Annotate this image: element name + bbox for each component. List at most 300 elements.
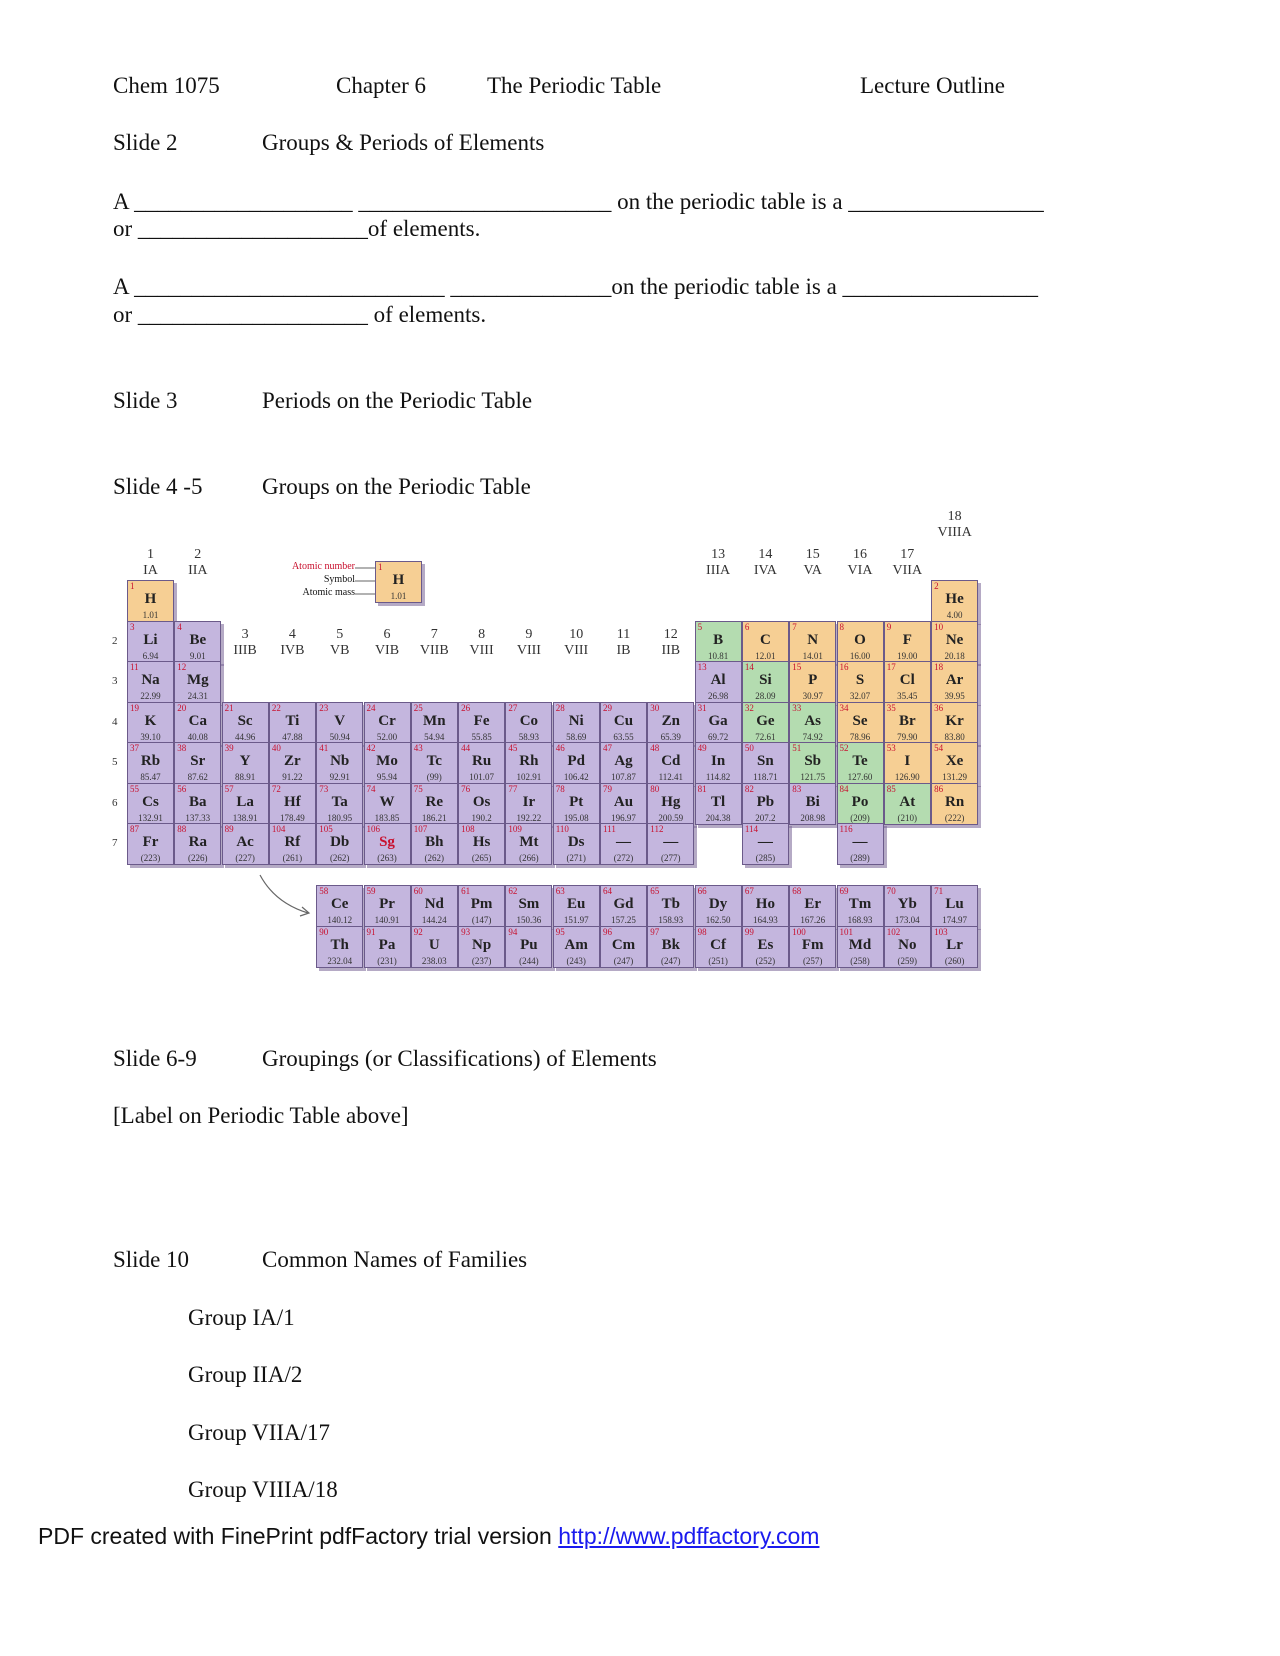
key-symbol: H xyxy=(392,572,405,588)
chapter-topic: The Periodic Table xyxy=(487,73,662,98)
element-atomic-mass: 186.21 xyxy=(421,812,447,823)
element-atomic-mass: 178.49 xyxy=(280,812,305,823)
element-atomic-number: 33 xyxy=(792,702,802,713)
group-roman: IB xyxy=(616,643,631,658)
element-atomic-number: 12 xyxy=(177,662,187,672)
element-atomic-number: 105 xyxy=(319,824,333,834)
element-atomic-number: 50 xyxy=(744,743,754,753)
element-cell-109 xyxy=(505,823,552,865)
element-atomic-mass: 144.24 xyxy=(421,915,447,925)
element-cell-106 xyxy=(364,823,411,865)
element-cell-12 xyxy=(174,661,221,703)
element-atomic-mass: 87.62 xyxy=(187,772,208,782)
element-cell-108 xyxy=(458,823,505,865)
element-atomic-number: 62 xyxy=(508,886,518,896)
element-symbol: Ac xyxy=(236,834,254,850)
element-atomic-mass: 180.95 xyxy=(327,812,353,823)
element-cell-107 xyxy=(411,823,458,865)
element-cell-20 xyxy=(174,702,221,744)
group-header-13 xyxy=(695,547,742,579)
element-atomic-mass: (262) xyxy=(329,853,350,863)
element-atomic-number: 21 xyxy=(224,702,234,713)
element-atomic-mass: 40.08 xyxy=(187,731,208,742)
element-symbol: Ce xyxy=(330,896,349,912)
element-cell-7 xyxy=(789,621,836,663)
element-symbol: Ti xyxy=(285,712,300,729)
element-symbol: Np xyxy=(472,936,492,953)
element-symbol: Pu xyxy=(520,936,538,953)
element-symbol: Zn xyxy=(661,712,680,729)
element-symbol: — xyxy=(757,834,773,850)
element-cell-45 xyxy=(505,742,552,784)
group-number: 5 xyxy=(336,627,344,642)
element-atomic-number: 107 xyxy=(413,824,428,834)
element-symbol: Rb xyxy=(140,753,161,769)
group-roman: IIB xyxy=(661,643,681,658)
element-atomic-number: 48 xyxy=(650,743,660,753)
element-atomic-number: 116 xyxy=(839,824,853,834)
element-cell-32 xyxy=(742,702,789,744)
element-atomic-mass: (285) xyxy=(755,853,776,863)
element-atomic-number: 43 xyxy=(413,743,423,753)
element-atomic-number: 9 xyxy=(886,621,892,632)
element-cell-59 xyxy=(364,885,411,927)
element-symbol: Os xyxy=(472,793,491,810)
element-cell-104 xyxy=(269,823,316,865)
element-atomic-number: 51 xyxy=(792,743,802,753)
element-atomic-number: 56 xyxy=(177,783,187,794)
element-atomic-number: 8 xyxy=(839,621,844,632)
element-atomic-mass: 167.26 xyxy=(800,915,826,925)
element-cell-61 xyxy=(458,885,505,927)
slide2-title: Groups & Periods of Elements xyxy=(262,130,545,155)
group-number: 8 xyxy=(478,627,486,642)
element-symbol: Si xyxy=(759,672,772,688)
element-atomic-number: 109 xyxy=(508,824,522,834)
element-atomic-mass: 164.93 xyxy=(753,915,778,925)
element-atomic-mass: 28.09 xyxy=(755,691,776,701)
element-symbol: Mn xyxy=(423,712,446,729)
group-roman: IVA xyxy=(753,563,777,578)
element-symbol: Fm xyxy=(801,936,824,953)
element-symbol: I xyxy=(904,753,911,769)
group-header-15 xyxy=(789,547,836,579)
period-number-4: 4 xyxy=(112,715,118,728)
group-roman: VIIA xyxy=(892,563,923,578)
element-symbol: Fr xyxy=(142,834,159,850)
element-cell-80 xyxy=(647,783,694,825)
element-symbol: C xyxy=(759,631,771,648)
element-symbol: Sr xyxy=(190,753,206,769)
element-symbol: Tm xyxy=(848,896,872,912)
element-atomic-mass: (247) xyxy=(613,955,634,966)
element-symbol: O xyxy=(854,631,866,648)
group-header-14 xyxy=(742,547,789,579)
element-atomic-number: 108 xyxy=(461,824,475,834)
group-number: 2 xyxy=(194,547,202,562)
period-number-6: 6 xyxy=(112,796,118,809)
element-symbol: Ho xyxy=(755,896,775,912)
element-cell-82 xyxy=(742,783,789,825)
element-symbol: Rf xyxy=(284,834,301,850)
element-cell-22 xyxy=(269,702,316,744)
element-atomic-number: 89 xyxy=(224,824,234,834)
element-cell-3 xyxy=(127,621,174,663)
element-symbol: Ni xyxy=(568,712,584,729)
element-atomic-number: 30 xyxy=(650,702,660,713)
slide69-note: [Label on Periodic Table above] xyxy=(113,1103,409,1128)
element-cell-16 xyxy=(837,661,884,703)
slide2-label: Slide 2 xyxy=(113,130,178,155)
element-atomic-mass: 1.01 xyxy=(142,610,159,620)
element-atomic-mass: 12.01 xyxy=(755,650,776,661)
element-atomic-mass: 196.97 xyxy=(611,812,636,823)
element-atomic-number: 1 xyxy=(130,581,135,591)
element-symbol: Mt xyxy=(519,834,539,850)
element-symbol: Yb xyxy=(897,896,917,912)
element-atomic-mass: (258) xyxy=(850,955,870,966)
element-symbol: — xyxy=(616,834,631,850)
element-atomic-number: 111 xyxy=(603,824,616,834)
element-atomic-number: 20 xyxy=(177,702,187,713)
element-atomic-number: 22 xyxy=(271,702,281,713)
family-group-17: Group VIIA/17 xyxy=(188,1420,331,1445)
element-cell-116 xyxy=(837,823,884,865)
element-cell-29 xyxy=(600,702,647,744)
element-atomic-mass: 192.22 xyxy=(516,812,542,823)
element-atomic-number: 114 xyxy=(744,824,759,834)
element-symbol: Co xyxy=(519,712,539,729)
element-atomic-number: 45 xyxy=(508,743,518,753)
element-symbol: Al xyxy=(710,672,726,688)
element-atomic-number: 64 xyxy=(603,886,612,896)
group-header-7 xyxy=(411,627,458,659)
element-atomic-number: 110 xyxy=(555,824,569,834)
element-atomic-number: 35 xyxy=(886,702,896,713)
group-header-5 xyxy=(316,627,363,659)
element-symbol: Ga xyxy=(708,712,728,729)
group-header-9 xyxy=(505,627,552,659)
element-atomic-mass: 85.47 xyxy=(140,772,161,782)
element-atomic-mass: (226) xyxy=(188,853,208,863)
element-atomic-number: 4 xyxy=(177,621,182,632)
element-symbol: Mo xyxy=(376,753,398,769)
element-atomic-number: 92 xyxy=(413,926,423,937)
element-atomic-mass: (231) xyxy=(377,955,397,966)
element-symbol: K xyxy=(144,712,157,729)
element-symbol: Lr xyxy=(946,936,963,953)
element-cell-42 xyxy=(364,742,411,784)
element-cell-76 xyxy=(458,783,505,825)
footer-link[interactable]: http://www.pdffactory.com xyxy=(558,1523,820,1549)
element-atomic-mass: 24.31 xyxy=(187,691,208,701)
element-atomic-mass: (272) xyxy=(613,853,634,863)
element-atomic-mass: 39.95 xyxy=(944,691,965,701)
element-symbol: Fe xyxy=(473,712,490,729)
element-cell-81 xyxy=(695,783,742,825)
element-symbol: Bi xyxy=(805,793,820,810)
element-symbol: Cf xyxy=(710,936,726,953)
element-cell-15 xyxy=(789,661,836,703)
element-cell-84 xyxy=(837,783,884,825)
element-symbol: Sg xyxy=(379,834,395,850)
element-cell-4 xyxy=(174,621,221,663)
element-atomic-mass: (265) xyxy=(471,853,492,863)
element-cell-5 xyxy=(695,621,742,663)
element-symbol: Rh xyxy=(519,753,539,769)
element-atomic-mass: 127.60 xyxy=(847,772,873,782)
element-cell-24 xyxy=(364,702,411,744)
element-cell-34 xyxy=(837,702,884,744)
group-number: 11 xyxy=(616,627,631,642)
group-number: 4 xyxy=(288,627,296,642)
element-cell-26 xyxy=(458,702,505,744)
period-number-3: 3 xyxy=(112,675,118,687)
element-cell-58 xyxy=(316,885,363,927)
element-atomic-number: 63 xyxy=(555,886,565,896)
element-symbol: At xyxy=(899,793,916,810)
group-header-8 xyxy=(458,627,505,659)
element-cell-88 xyxy=(174,823,221,865)
element-atomic-mass: 140.91 xyxy=(374,915,400,925)
key-element-cell xyxy=(375,561,422,603)
element-atomic-mass: 183.85 xyxy=(374,812,400,823)
element-symbol: Es xyxy=(757,936,774,953)
element-cell-35 xyxy=(884,702,931,744)
element-symbol: Nd xyxy=(424,896,444,912)
element-atomic-number: 41 xyxy=(319,743,329,753)
element-cell-28 xyxy=(553,702,600,744)
group-number: 16 xyxy=(853,547,867,562)
element-atomic-mass: 32.07 xyxy=(849,691,871,701)
element-cell-36 xyxy=(931,702,978,744)
element-atomic-number: 27 xyxy=(508,702,518,713)
group-number: 17 xyxy=(900,547,915,562)
group-roman: IVB xyxy=(280,643,305,658)
element-atomic-mass: (237) xyxy=(471,955,492,966)
element-cell-2 xyxy=(931,580,978,622)
element-atomic-number: 67 xyxy=(744,886,754,896)
group-header-16 xyxy=(837,547,884,579)
element-cell-70 xyxy=(884,885,931,927)
element-atomic-mass: 91.22 xyxy=(282,772,303,782)
group-header-6 xyxy=(364,627,411,659)
element-cell-33 xyxy=(789,702,836,744)
element-symbol: Re xyxy=(425,793,444,810)
element-atomic-number: 91 xyxy=(366,926,376,937)
element-symbol: Nb xyxy=(330,753,350,769)
element-atomic-mass: 126.90 xyxy=(894,772,920,782)
group-roman: IIA xyxy=(188,563,208,578)
element-cell-99 xyxy=(742,926,789,968)
pdf-footer xyxy=(38,1523,819,1550)
element-cell-11 xyxy=(127,661,174,703)
slide45-title: Groups on the Periodic Table xyxy=(262,474,531,499)
element-atomic-mass: 131.29 xyxy=(942,772,967,782)
element-cell-31 xyxy=(695,702,742,744)
element-atomic-mass: (260) xyxy=(944,955,965,966)
element-cell-9 xyxy=(884,621,931,663)
element-cell-57 xyxy=(222,783,269,825)
element-atomic-number: 78 xyxy=(555,783,565,794)
element-symbol: Au xyxy=(613,793,634,810)
element-atomic-mass: (277) xyxy=(661,853,681,863)
element-symbol: U xyxy=(428,936,440,953)
element-cell-25 xyxy=(411,702,458,744)
element-atomic-number: 23 xyxy=(319,702,329,713)
element-atomic-mass: 190.2 xyxy=(471,812,492,823)
group-header-4 xyxy=(269,627,316,659)
group-number: 1 xyxy=(147,547,154,562)
element-atomic-mass: 74.92 xyxy=(802,731,823,742)
element-symbol: In xyxy=(711,753,726,769)
element-atomic-mass: 14.01 xyxy=(802,650,823,661)
element-atomic-number: 68 xyxy=(792,886,802,896)
element-symbol: Zr xyxy=(284,753,301,769)
element-atomic-mass: 132.91 xyxy=(138,812,163,823)
element-cell-103 xyxy=(931,926,978,968)
element-symbol: Cs xyxy=(142,793,159,810)
element-atomic-number: 37 xyxy=(130,743,139,753)
element-atomic-mass: 162.50 xyxy=(705,915,731,925)
chapter-label: Chapter 6 xyxy=(336,73,427,98)
element-atomic-number: 112 xyxy=(650,824,664,834)
element-symbol: Ra xyxy=(188,834,207,850)
element-symbol: Th xyxy=(330,936,349,953)
element-atomic-number: 69 xyxy=(839,886,849,896)
element-atomic-number: 96 xyxy=(603,926,612,937)
element-cell-96 xyxy=(600,926,647,968)
element-atomic-mass: (289) xyxy=(850,853,870,863)
element-atomic-mass: 107.87 xyxy=(611,772,636,782)
element-atomic-number: 102 xyxy=(886,926,901,937)
element-cell-73 xyxy=(316,783,363,825)
group-number: 15 xyxy=(805,547,820,562)
element-symbol: V xyxy=(334,712,346,729)
element-atomic-mass: (247) xyxy=(661,955,681,966)
element-symbol: Db xyxy=(330,834,350,850)
element-atomic-number: 13 xyxy=(697,662,707,672)
element-symbol: Ba xyxy=(189,793,207,810)
element-atomic-mass: 9.01 xyxy=(189,650,206,661)
element-atomic-number: 90 xyxy=(319,926,329,937)
element-atomic-mass: 10.81 xyxy=(707,650,729,661)
element-atomic-mass: (252) xyxy=(755,955,776,966)
element-atomic-mass: 101.07 xyxy=(469,772,494,782)
element-atomic-number: 49 xyxy=(697,743,707,753)
element-cell-75 xyxy=(411,783,458,825)
element-symbol: Ta xyxy=(331,793,348,810)
element-atomic-number: 36 xyxy=(934,702,944,713)
group-number: 14 xyxy=(758,547,773,562)
element-symbol: F xyxy=(902,631,912,648)
element-atomic-mass: 26.98 xyxy=(707,691,729,701)
element-symbol: Cl xyxy=(899,672,915,688)
element-cell-53 xyxy=(884,742,931,784)
element-cell-51 xyxy=(789,742,836,784)
element-atomic-number: 97 xyxy=(650,926,660,937)
element-symbol: Sc xyxy=(237,712,253,729)
element-atomic-number: 39 xyxy=(224,743,234,753)
element-atomic-mass: 174.97 xyxy=(942,915,967,925)
element-atomic-mass: (147) xyxy=(471,915,492,925)
element-atomic-number: 40 xyxy=(271,743,281,753)
element-cell-23 xyxy=(316,702,363,744)
group-roman: IIIB xyxy=(233,643,257,658)
element-cell-111 xyxy=(600,823,647,865)
element-symbol: Er xyxy=(804,896,822,912)
group-header-1 xyxy=(127,547,174,579)
slide10-label: Slide 10 xyxy=(113,1247,190,1272)
element-atomic-number: 88 xyxy=(177,824,187,834)
element-atomic-mass: (210) xyxy=(897,812,918,823)
element-symbol: Na xyxy=(141,672,160,688)
element-cell-38 xyxy=(174,742,221,784)
element-atomic-number: 57 xyxy=(224,783,234,794)
element-symbol: Be xyxy=(189,631,207,648)
key-atomic-mass-label: Atomic mass xyxy=(302,587,355,598)
element-symbol: H xyxy=(144,591,157,607)
element-cell-77 xyxy=(505,783,552,825)
element-symbol: Pa xyxy=(378,936,396,953)
element-cell-65 xyxy=(647,885,694,927)
key-pointer-lines xyxy=(355,565,375,605)
element-atomic-number: 59 xyxy=(366,886,376,896)
element-symbol: Cu xyxy=(613,712,634,729)
element-atomic-mass: 69.72 xyxy=(707,731,729,742)
element-atomic-mass: (266) xyxy=(519,853,539,863)
element-atomic-number: 75 xyxy=(413,783,423,794)
element-atomic-number: 6 xyxy=(744,621,750,632)
element-atomic-number: 73 xyxy=(319,783,329,794)
element-atomic-mass: 58.93 xyxy=(518,731,540,742)
element-atomic-mass: 78.96 xyxy=(849,731,871,742)
element-cell-93 xyxy=(458,926,505,968)
element-cell-68 xyxy=(789,885,836,927)
group-number: 7 xyxy=(430,627,438,642)
family-group-1: Group IA/1 xyxy=(188,1305,295,1330)
course-name: Chem 1075 xyxy=(113,73,220,98)
element-atomic-mass: 30.97 xyxy=(802,691,823,701)
element-atomic-mass: 83.80 xyxy=(944,731,965,742)
element-atomic-mass: (261) xyxy=(282,853,303,863)
element-cell-6 xyxy=(742,621,789,663)
element-atomic-mass: 92.91 xyxy=(329,772,350,782)
element-atomic-number: 28 xyxy=(555,702,565,713)
element-atomic-mass: 106.42 xyxy=(563,772,589,782)
slide10-title: Common Names of Families xyxy=(262,1247,528,1272)
element-symbol: Eu xyxy=(567,896,586,912)
element-atomic-number: 17 xyxy=(886,662,896,672)
element-atomic-number: 86 xyxy=(934,783,944,794)
element-cell-62 xyxy=(505,885,552,927)
key-mass: 1.01 xyxy=(390,591,407,601)
element-atomic-number: 42 xyxy=(366,743,376,753)
element-atomic-number: 72 xyxy=(271,783,281,794)
key-atomic-number-label: Atomic number xyxy=(291,561,355,572)
element-cell-30 xyxy=(647,702,694,744)
element-atomic-number: 93 xyxy=(461,926,471,937)
element-atomic-mass: 200.59 xyxy=(658,812,684,823)
group-number: 3 xyxy=(241,627,249,642)
element-atomic-mass: 65.39 xyxy=(660,731,681,742)
family-group-2: Group IIA/2 xyxy=(188,1362,303,1387)
element-atomic-mass: (271) xyxy=(566,853,586,863)
element-atomic-number: 76 xyxy=(461,783,471,794)
slide69-title: Groupings (or Classifications) of Elements xyxy=(262,1046,657,1071)
element-atomic-mass: 157.25 xyxy=(611,915,636,925)
element-atomic-number: 34 xyxy=(839,702,849,713)
